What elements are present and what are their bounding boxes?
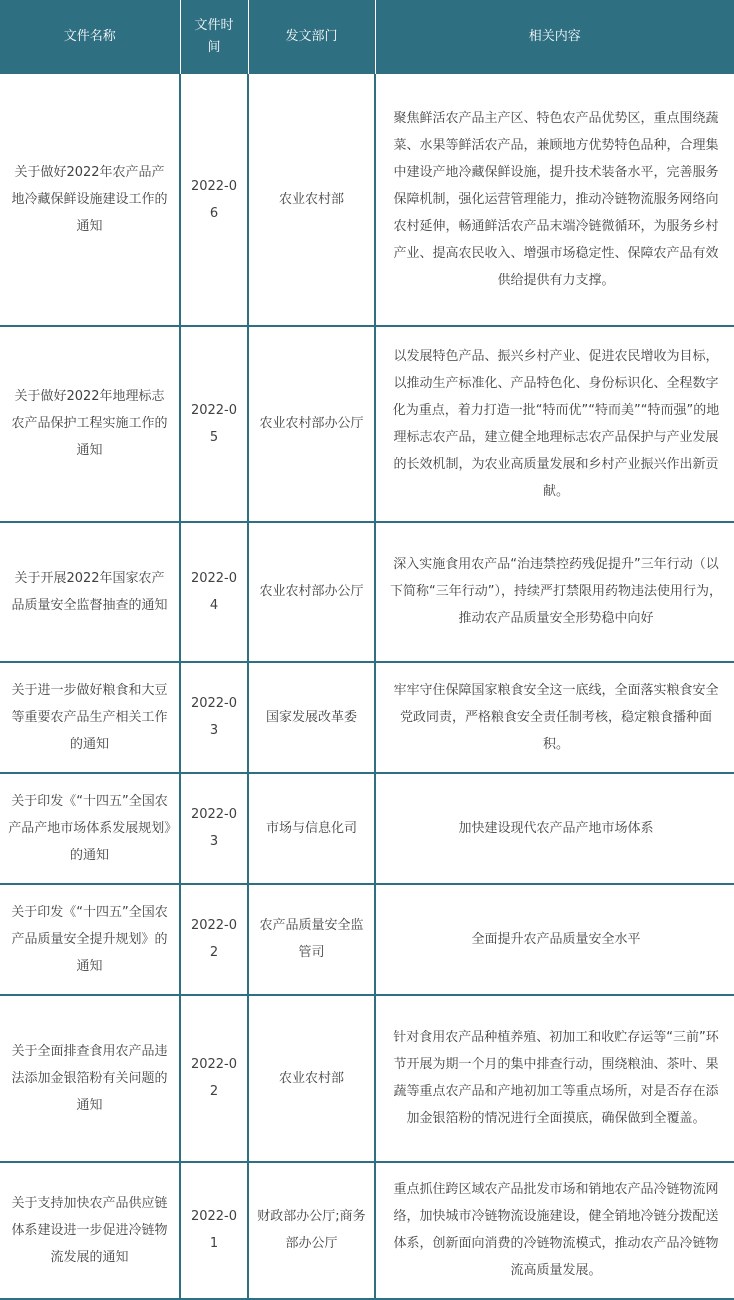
file-name-cell: 关于开展2022年国家农产品质量安全监督抽查的通知 bbox=[0, 522, 180, 662]
file-name-cell: 关于印发《“十四五”全国农产品产地市场体系发展规划》的通知 bbox=[0, 773, 180, 884]
table-row bbox=[0, 995, 734, 1162]
content-cell: 牢牢守住保障国家粮食安全这一底线，全面落实粮食安全党政同责，严格粮食安全责任制考核，稳定粮食播种面积。 bbox=[375, 662, 734, 773]
file-date-cell: 2022-03 bbox=[180, 773, 248, 884]
table-row bbox=[0, 884, 734, 995]
header-row bbox=[0, 0, 734, 75]
department-cell: 市场与信息化司 bbox=[248, 773, 375, 884]
department-cell: 农产品质量安全监管司 bbox=[248, 884, 375, 995]
file-date-cell: 2022-02 bbox=[180, 995, 248, 1162]
header-department: 发文部门 bbox=[248, 0, 375, 75]
file-date-cell: 2022-06 bbox=[180, 75, 248, 326]
department-cell: 农业农村部 bbox=[248, 995, 375, 1162]
file-date-cell: 2022-05 bbox=[180, 326, 248, 522]
table-row bbox=[0, 522, 734, 662]
file-date-cell: 2022-04 bbox=[180, 522, 248, 662]
header-file-date: 文件时间 bbox=[180, 0, 248, 75]
file-date-cell: 2022-02 bbox=[180, 884, 248, 995]
table-row bbox=[0, 1162, 734, 1299]
file-name-cell: 关于做好2022年农产品产地冷藏保鲜设施建设工作的通知 bbox=[0, 75, 180, 326]
file-name-cell: 关于进一步做好粮食和大豆等重要农产品生产相关工作的通知 bbox=[0, 662, 180, 773]
content-cell: 加快建设现代农产品产地市场体系 bbox=[375, 773, 734, 884]
department-cell: 农业农村部 bbox=[248, 75, 375, 326]
file-name-cell: 关于做好2022年地理标志农产品保护工程实施工作的通知 bbox=[0, 326, 180, 522]
file-date-cell: 2022-01 bbox=[180, 1162, 248, 1299]
department-cell: 国家发展改革委 bbox=[248, 662, 375, 773]
content-cell: 全面提升农产品质量安全水平 bbox=[375, 884, 734, 995]
file-name-cell: 关于支持加快农产品供应链体系建设进一步促进冷链物流发展的通知 bbox=[0, 1162, 180, 1299]
content-cell: 针对食用农产品种植养殖、初加工和收贮存运等“三前”环节开展为期一个月的集中排查行动，围绕粮油、茶叶、果蔬等重点农产品和产地初加工等重点场所，对是否存在添加金银箔粉的情况进行全面摸底，确保做到全覆盖。 bbox=[375, 995, 734, 1162]
content-cell: 以发展特色产品、振兴乡村产业、促进农民增收为目标，以推动生产标准化、产品特色化、身份标识化、全程数字化为重点，着力打造一批“特而优”“特而美”“特而强”的地理标志农产品，建立健全地理标志农产品保护与产业发展的长效机制，为农业高质量发展和乡村产业振兴作出新贡献。 bbox=[375, 326, 734, 522]
table-row bbox=[0, 773, 734, 884]
table-row bbox=[0, 75, 734, 326]
content-cell: 聚焦鲜活农产品主产区、特色农产品优势区，重点围绕蔬菜、水果等鲜活农产品，兼顾地方优势特色品种，合理集中建设产地冷藏保鲜设施，提升技术装备水平，完善服务保障机制，强化运营管理能力，推动冷链物流服务网络向农村延伸，畅通鲜活农产品末端冷链微循环，为服务乡村产业、提高农民收入、增强市场稳定性、保障农产品有效供给提供有力支撑。 bbox=[375, 75, 734, 326]
file-date-cell: 2022-03 bbox=[180, 662, 248, 773]
file-name-cell: 关于全面排查食用农产品违法添加金银箔粉有关问题的通知 bbox=[0, 995, 180, 1162]
department-cell: 农业农村部办公厅 bbox=[248, 522, 375, 662]
content-cell: 深入实施食用农产品“治违禁控药残促提升”三年行动（以下简称“三年行动”），持续严打禁限用药物违法使用行为，推动农产品质量安全形势稳中向好 bbox=[375, 522, 734, 662]
file-name-cell: 关于印发《“十四五”全国农产品质量安全提升规划》的通知 bbox=[0, 884, 180, 995]
department-cell: 财政部办公厅;商务部办公厅 bbox=[248, 1162, 375, 1299]
table-row bbox=[0, 326, 734, 522]
department-cell: 农业农村部办公厅 bbox=[248, 326, 375, 522]
table-row bbox=[0, 662, 734, 773]
content-cell: 重点抓住跨区域农产品批发市场和销地农产品冷链物流网络，加快城市冷链物流设施建设，健全销地冷链分拨配送体系，创新面向消费的冷链物流模式，推动农产品冷链物流高质量发展。 bbox=[375, 1162, 734, 1299]
header-file-name: 文件名称 bbox=[0, 0, 180, 75]
header-content: 相关内容 bbox=[375, 0, 734, 75]
